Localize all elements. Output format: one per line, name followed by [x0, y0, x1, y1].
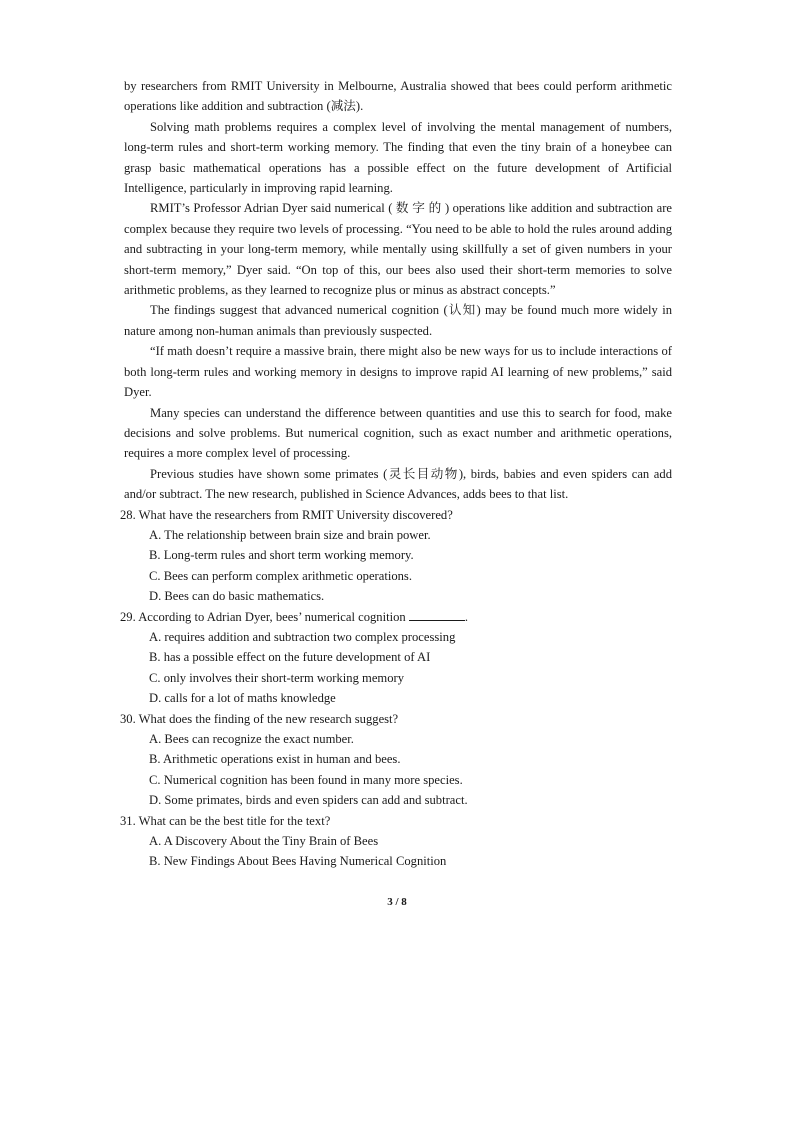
- question-31: [120, 811, 672, 872]
- question-stem: 28. What have the researchers from RMIT University discovered?: [120, 507, 453, 522]
- option-a: A. requires addition and subtraction two complex processing: [149, 629, 456, 644]
- option-d: D. Some primates, birds and even spiders can add and subtract.: [149, 793, 468, 808]
- option-a: A. Bees can recognize the exact number.: [149, 732, 354, 746]
- exam-page: [120, 76, 672, 872]
- option-c: C. only involves their short-term working memory: [149, 670, 404, 685]
- question-28: [120, 505, 672, 607]
- option-d: D. Bees can do basic mathematics.: [149, 589, 325, 604]
- option-b: B. New Findings About Bees Having Numerical Cognition: [149, 854, 447, 869]
- question-29: [120, 607, 672, 709]
- option-a: A. The relationship between brain size and brain power.: [149, 527, 431, 542]
- page-number: 3 / 8: [387, 896, 407, 908]
- question-stem-end: .: [464, 609, 468, 624]
- passage: [124, 76, 672, 505]
- answer-blank: [409, 608, 465, 621]
- option-c: C. Bees can perform complex arithmetic operations.: [149, 568, 412, 583]
- passage-paragraph-2: Solving math problems requires a complex level of involving the mental management of numbers, long-term rules and short-term working memory. The finding that even the tiny brain of a honeybee can grasp basic mathematical operations has a possible effect on the future development of Artificial Intelligence, particularly in improving rapid learning.: [124, 119, 672, 196]
- passage-paragraph-6: Many species can understand the difference between quantities and use this to search for food, make decisions and solve problems. But numerical cognition, such as exact number and arithmetic operations, requires a more complex level of processing.: [124, 405, 672, 461]
- question-stem-start: 29. According to Adrian Dyer, bees’ numerical cognition: [120, 609, 409, 624]
- question-stem: 30. What does the finding of the new research suggest?: [120, 711, 399, 726]
- question-30: [120, 709, 672, 811]
- passage-paragraph-1: by researchers from RMIT University in Melbourne, Australia showed that bees could perform arithmetic operations like addition and subtraction (减法).: [124, 79, 672, 114]
- option-c: C. Numerical cognition has been found in many more species.: [149, 772, 463, 787]
- option-a: A. A Discovery About the Tiny Brain of Bees: [149, 834, 379, 849]
- passage-paragraph-5: “If math doesn’t require a massive brain, there might also be new ways for us to include interactions of both long-term rules and working memory in designs to improve rapid AI learning of new problems,” said Dyer.: [124, 344, 672, 400]
- option-b: B. has a possible effect on the future development of AI: [149, 650, 431, 665]
- option-d: D. calls for a lot of maths knowledge: [149, 691, 336, 706]
- passage-paragraph-7: Previous studies have shown some primates (灵长目动物), birds, babies and even spiders can add and/or subtract. The new research, published in Science Advances, adds bees to that list.: [124, 466, 672, 502]
- option-b: B. Long-term rules and short term working memory.: [149, 548, 414, 563]
- question-stem: 31. What can be the best title for the text?: [120, 813, 331, 828]
- option-b: B. Arithmetic operations exist in human and bees.: [149, 752, 401, 767]
- question-stem: [120, 607, 672, 627]
- passage-paragraph-4: The findings suggest that advanced numerical cognition (认知) may be found much more widely in nature among non-human animals than previously suspected.: [124, 303, 672, 338]
- passage-paragraph-3: RMIT’s Professor Adrian Dyer said numerical ( 数 字 的 ) operations like addition and subtraction are complex because they require two levels of processing. “You need to be able to hold the rules around adding and subtracting in your long-term memory, while mentally using skillfully a set of given numbers in your short-term memory,” Dyer said. “On top of this, our bees also used their short-term memories to solve arithmetic problems, as they learned to recognize plus or minus as abstract concepts.”: [124, 201, 672, 298]
